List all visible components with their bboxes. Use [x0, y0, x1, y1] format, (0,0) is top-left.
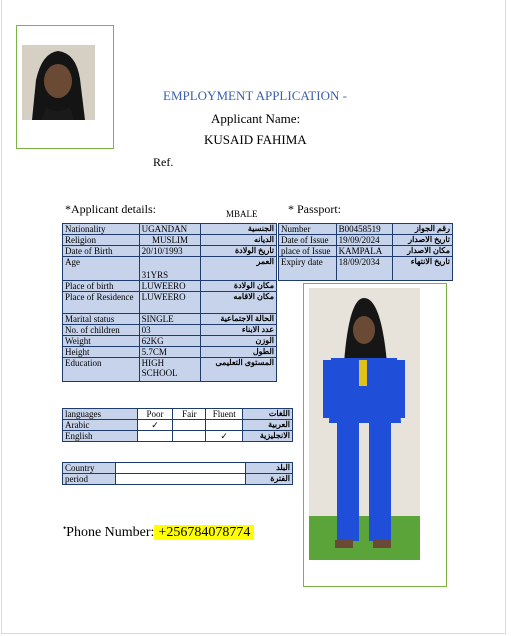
- language-name: Arabic: [63, 420, 138, 431]
- row-value: KAMPALA: [336, 246, 393, 257]
- fluent-check: ✓: [206, 431, 243, 442]
- poor-header: Poor: [137, 409, 173, 420]
- language-name-arabic: العربية: [243, 420, 293, 431]
- row-value: 19/09/2024: [336, 235, 393, 246]
- row-value: 20/10/1993: [139, 246, 201, 257]
- table-row: [63, 420, 293, 431]
- portrait-photo: [22, 45, 95, 120]
- row-label: Date of Birth: [63, 246, 140, 257]
- row-label: Nationality: [63, 224, 140, 235]
- poor-check: ✓: [137, 420, 173, 431]
- applicant-details-heading: *Applicant details:: [65, 202, 156, 216]
- table-row: [63, 409, 293, 420]
- applicant-name-label: Applicant Name:: [211, 111, 301, 126]
- languages-header: languages: [63, 409, 138, 420]
- table-row: [63, 257, 277, 281]
- table-row: [63, 246, 277, 257]
- row-label: Education: [63, 358, 140, 382]
- phone-row: [63, 523, 254, 541]
- row-label: Religion: [63, 235, 140, 246]
- table-row: [63, 431, 293, 442]
- bullet-icon: •: [63, 523, 67, 533]
- row-label: Place of Residence: [63, 292, 140, 314]
- table-row: [279, 224, 453, 235]
- phone-label: Phone Number:: [66, 525, 155, 540]
- row-value: B00458519: [336, 224, 393, 235]
- row-label: place of Issue: [279, 246, 337, 257]
- row-label-arabic: رقم الجواز: [393, 224, 453, 235]
- row-label-arabic: مكان الولادة: [201, 281, 277, 292]
- fluent-header: Fluent: [206, 409, 243, 420]
- row-value: LUWEERO: [139, 281, 201, 292]
- row-label: No. of children: [63, 325, 140, 336]
- fair-check: [173, 431, 206, 442]
- applicant-details-table: [62, 223, 277, 382]
- table-row: [63, 463, 293, 474]
- row-label: Age: [63, 257, 140, 281]
- row-value: LUWEERO: [139, 292, 201, 314]
- row-value: SINGLE: [139, 314, 201, 325]
- city-label: MBALE: [226, 209, 258, 219]
- row-label: Place of birth: [63, 281, 140, 292]
- fair-check: [173, 420, 206, 431]
- row-label-arabic: مكان الاقامه: [201, 292, 277, 314]
- country-label-arabic: البلد: [246, 463, 293, 474]
- table-row: [63, 235, 277, 246]
- table-row: [279, 257, 453, 281]
- languages-table: [62, 408, 293, 442]
- row-label-arabic: الحالة الاجتماعية: [201, 314, 277, 325]
- passport-table: [278, 223, 453, 281]
- table-row: [63, 281, 277, 292]
- row-label-arabic: العمر: [201, 257, 277, 281]
- languages-header-arabic: اللغات: [243, 409, 293, 420]
- table-row: [279, 235, 453, 246]
- row-value: 62KG: [139, 336, 201, 347]
- row-label: Expiry date: [279, 257, 337, 281]
- row-value: 5.7CM: [139, 347, 201, 358]
- row-label: Height: [63, 347, 140, 358]
- language-name: English: [63, 431, 138, 442]
- full-length-photo: [309, 288, 420, 560]
- row-label: Date of Issue: [279, 235, 337, 246]
- row-label-arabic: تاريخ الانتهاء: [393, 257, 453, 281]
- table-row: [279, 246, 453, 257]
- period-value: [115, 474, 245, 485]
- application-title: EMPLOYMENT APPLICATION -: [163, 88, 347, 103]
- table-row: [63, 347, 277, 358]
- row-label-arabic: الجنسية: [201, 224, 277, 235]
- experience-table: [62, 462, 293, 485]
- row-value: HIGH SCHOOL: [139, 358, 201, 382]
- row-value: 18/09/2034: [336, 257, 393, 281]
- row-value: MUSLIM: [139, 235, 201, 246]
- row-label-arabic: الديانه: [201, 235, 277, 246]
- row-label-arabic: الوزن: [201, 336, 277, 347]
- row-label-arabic: مكان الاصدار: [393, 246, 453, 257]
- table-row: [63, 292, 277, 314]
- table-row: [63, 224, 277, 235]
- poor-check: [137, 431, 173, 442]
- row-value: 03: [139, 325, 201, 336]
- fair-header: Fair: [173, 409, 206, 420]
- table-row: [63, 314, 277, 325]
- row-label: Marital status: [63, 314, 140, 325]
- phone-number: +256784078774: [154, 525, 254, 540]
- language-name-arabic: الانجليزية: [243, 431, 293, 442]
- row-label: Number: [279, 224, 337, 235]
- ref-label: Ref.: [153, 155, 174, 169]
- passport-heading: * Passport:: [288, 202, 342, 216]
- row-label-arabic: تاريخ الولادة: [201, 246, 277, 257]
- applicant-name: KUSAID FAHIMA: [204, 132, 307, 147]
- row-label: Weight: [63, 336, 140, 347]
- row-value: UGANDAN: [139, 224, 201, 235]
- row-label-arabic: الطول: [201, 347, 277, 358]
- table-row: [63, 325, 277, 336]
- table-row: [63, 474, 293, 485]
- period-label-arabic: الفترة: [246, 474, 293, 485]
- table-row: [63, 358, 277, 382]
- row-label-arabic: المستوى التعليمى: [201, 358, 277, 382]
- row-label-arabic: عدد الابناء: [201, 325, 277, 336]
- row-label-arabic: تاريخ الاصدار: [393, 235, 453, 246]
- row-value: 31YRS: [139, 257, 201, 281]
- period-label: period: [63, 474, 116, 485]
- table-row: [63, 336, 277, 347]
- country-value: [115, 463, 245, 474]
- fluent-check: [206, 420, 243, 431]
- country-label: Country: [63, 463, 116, 474]
